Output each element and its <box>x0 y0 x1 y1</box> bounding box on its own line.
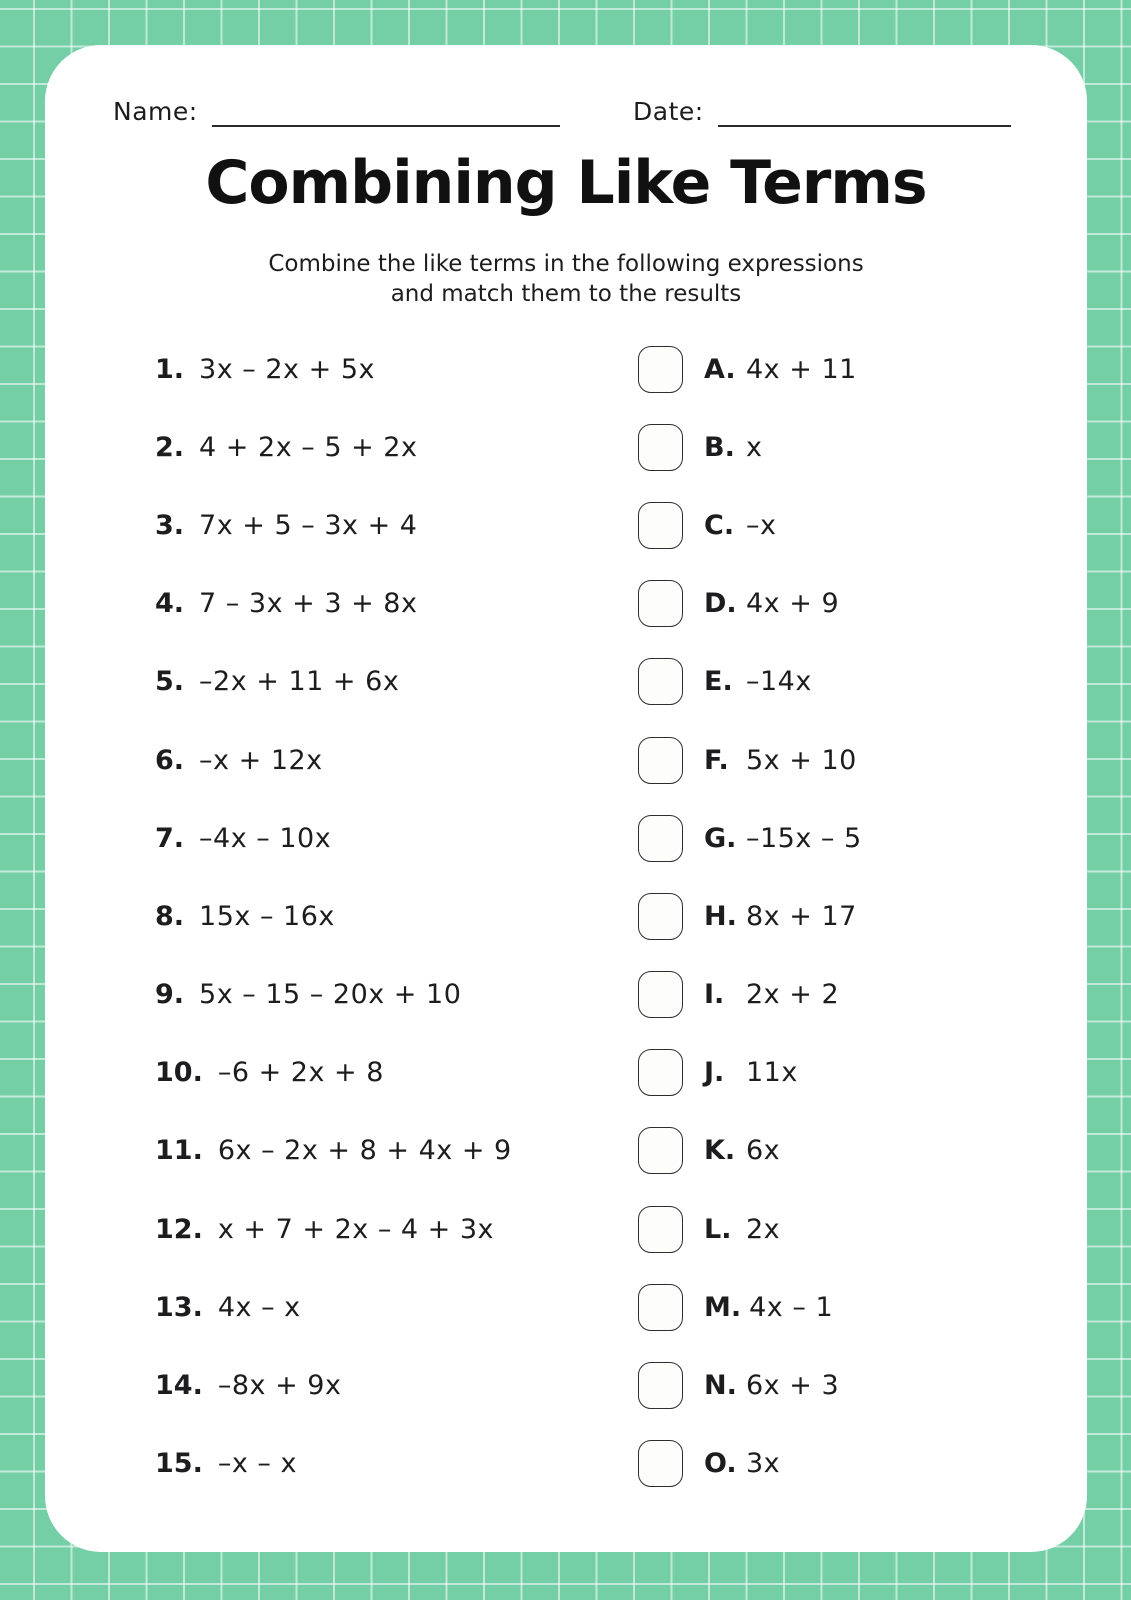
answer-box[interactable] <box>638 1362 683 1409</box>
problem-number: 12. <box>155 1213 203 1245</box>
answer-group <box>638 565 839 643</box>
matching-row <box>45 565 1087 643</box>
answer-letter: K. <box>704 1135 736 1167</box>
matching-row <box>45 1346 1087 1424</box>
answer-box[interactable] <box>638 1206 683 1253</box>
problem-number: 15. <box>155 1448 203 1480</box>
answer-letter: H. <box>704 900 737 932</box>
problem-expression: –x – x <box>217 1448 297 1480</box>
answer-box[interactable] <box>638 580 683 627</box>
problem-expression: –8x + 9x <box>217 1370 342 1402</box>
answer-group <box>638 956 839 1034</box>
answer-value: –14x <box>746 666 812 698</box>
answer-box[interactable] <box>638 658 683 705</box>
answer-box[interactable] <box>638 1440 683 1487</box>
answer-value: 6x + 3 <box>746 1370 840 1402</box>
answer-letter: N. <box>704 1370 737 1402</box>
answer-letter: J. <box>704 1057 725 1089</box>
date-field <box>633 97 1011 127</box>
subtitle-line-1: Combine the like terms in the following expressions <box>268 251 864 277</box>
problem-number: 6. <box>155 744 185 776</box>
problem-expression: –2x + 11 + 6x <box>199 666 400 698</box>
matching-row <box>45 1268 1087 1346</box>
answer-letter: O. <box>704 1448 737 1480</box>
answer-group <box>638 486 776 564</box>
matching-row <box>45 1425 1087 1503</box>
answer-value: –x <box>746 509 777 541</box>
problem-expression: 4x – x <box>217 1291 301 1323</box>
page-title: Combining Like Terms <box>205 148 927 218</box>
answer-group <box>638 721 857 799</box>
name-field <box>113 97 560 127</box>
problem-number: 9. <box>155 979 185 1011</box>
answer-group <box>638 1112 780 1190</box>
problem-expression: 15x – 16x <box>199 900 335 932</box>
problem-number: 13. <box>155 1291 203 1323</box>
matching-row <box>45 956 1087 1034</box>
answer-value: 2x + 2 <box>746 979 840 1011</box>
problem-number: 10. <box>155 1057 203 1089</box>
answer-value: x <box>746 431 763 463</box>
problem-expression: 4 + 2x – 5 + 2x <box>199 431 418 463</box>
answer-box[interactable] <box>638 424 683 471</box>
problem-expression: 3x – 2x + 5x <box>199 353 375 385</box>
problem-expression: –x + 12x <box>199 744 323 776</box>
matching-row <box>45 408 1087 486</box>
answer-group <box>638 1425 780 1503</box>
answer-group <box>638 1190 780 1268</box>
answer-value: 11x <box>746 1057 798 1089</box>
problem-expression: 6x – 2x + 8 + 4x + 9 <box>217 1135 512 1167</box>
answer-box[interactable] <box>638 971 683 1018</box>
answer-value: 8x + 17 <box>746 900 857 932</box>
answer-box[interactable] <box>638 502 683 549</box>
header-fields <box>113 97 1027 133</box>
name-input-line[interactable] <box>212 99 560 127</box>
answer-group <box>638 877 857 955</box>
problem-expression: x + 7 + 2x – 4 + 3x <box>217 1213 495 1245</box>
answer-value: 6x <box>746 1135 781 1167</box>
worksheet-card <box>45 45 1087 1552</box>
problem-number: 5. <box>155 666 185 698</box>
answer-letter: F. <box>704 744 729 776</box>
matching-row <box>45 799 1087 877</box>
matching-row <box>45 330 1087 408</box>
answer-group <box>638 408 762 486</box>
answer-letter: B. <box>704 431 735 463</box>
answer-letter: C. <box>704 509 735 541</box>
problem-number: 4. <box>155 588 185 620</box>
date-input-line[interactable] <box>718 99 1011 127</box>
answer-box[interactable] <box>638 1049 683 1096</box>
answer-letter: D. <box>704 588 737 620</box>
problem-expression: 7x + 5 – 3x + 4 <box>199 509 418 541</box>
answer-value: 3x <box>746 1448 781 1480</box>
problem-number: 14. <box>155 1370 203 1402</box>
problem-number: 3. <box>155 509 185 541</box>
answer-box[interactable] <box>638 1284 683 1331</box>
answer-letter: G. <box>704 822 737 854</box>
answer-value: –15x – 5 <box>746 822 862 854</box>
answer-box[interactable] <box>638 737 683 784</box>
answer-letter: A. <box>704 353 736 385</box>
date-label: Date: <box>633 97 704 126</box>
answer-value: 2x <box>746 1213 781 1245</box>
answer-group <box>638 799 862 877</box>
problem-expression: 5x – 15 – 20x + 10 <box>199 979 462 1011</box>
name-label: Name: <box>113 97 198 126</box>
problem-number: 1. <box>155 353 185 385</box>
answer-group <box>638 1346 839 1424</box>
matching-row <box>45 721 1087 799</box>
answer-letter: E. <box>704 666 733 698</box>
answer-box[interactable] <box>638 815 683 862</box>
answer-value: 4x + 11 <box>746 353 857 385</box>
answer-group <box>638 1268 833 1346</box>
answer-value: 5x + 10 <box>746 744 857 776</box>
answer-box[interactable] <box>638 893 683 940</box>
subtitle-line-2: and match them to the results <box>390 281 742 308</box>
answer-letter: M. <box>704 1291 742 1323</box>
matching-row <box>45 643 1087 721</box>
answer-group <box>638 330 857 408</box>
matching-row <box>45 1034 1087 1112</box>
answer-group <box>638 1034 798 1112</box>
matching-row <box>45 1190 1087 1268</box>
page-subtitle <box>45 249 1087 310</box>
matching-list <box>45 330 1087 1503</box>
problem-expression: –4x – 10x <box>199 822 332 854</box>
problem-expression: 7 – 3x + 3 + 8x <box>199 588 418 620</box>
problem-number: 7. <box>155 822 185 854</box>
answer-group <box>638 643 812 721</box>
problem-number: 8. <box>155 900 185 932</box>
matching-row <box>45 1112 1087 1190</box>
answer-box[interactable] <box>638 346 683 393</box>
problem-number: 11. <box>155 1135 203 1167</box>
answer-value: 4x + 9 <box>746 588 840 620</box>
answer-box[interactable] <box>638 1127 683 1174</box>
answer-value: 4x – 1 <box>749 1291 834 1323</box>
answer-letter: I. <box>704 979 725 1011</box>
problem-number: 2. <box>155 431 185 463</box>
answer-letter: L. <box>704 1213 732 1245</box>
problem-expression: –6 + 2x + 8 <box>217 1057 384 1089</box>
matching-row <box>45 486 1087 564</box>
matching-row <box>45 877 1087 955</box>
